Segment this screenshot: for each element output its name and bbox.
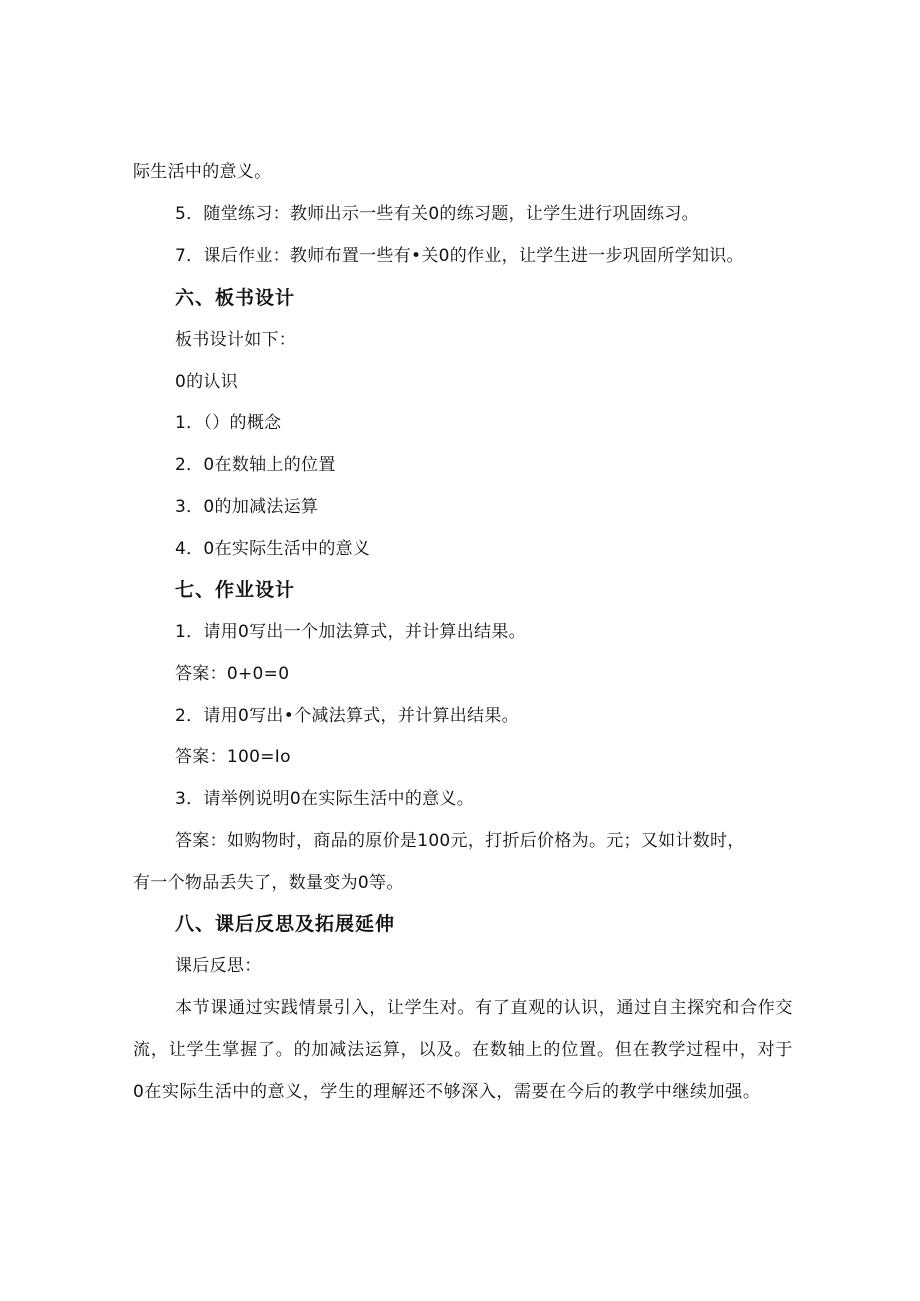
list-item: 5．随堂练习：教师出示一些有关0的练习题，让学生进行巩固练习。 — [175, 204, 699, 224]
answer-line: 有一个物品丢失了，数量变为0等。 — [133, 873, 404, 893]
list-item: 2．请用0写出•个减法算式，并计算出结果。 — [175, 706, 519, 726]
section-heading: 六、板书设计 — [175, 287, 296, 309]
text-line: 0的认识 — [175, 372, 239, 392]
section-heading: 八、课后反思及拓展延伸 — [175, 913, 396, 935]
answer-line: 答案：0+0=0 — [175, 664, 290, 684]
list-item: 3．0的加减法运算 — [175, 497, 319, 517]
answer-line: 答案：如购物时，商品的原价是100元，打折后价格为。元；又如计数时， — [175, 831, 745, 851]
list-item: 7．课后作业：教师布置一些有•关0的作业，让学生进一步巩固所学知识。 — [175, 246, 744, 266]
list-item: 1．（）的概念 — [175, 413, 282, 433]
text-line: 板书设计如下： — [175, 330, 297, 350]
answer-line: 答案：100=Io — [175, 747, 291, 767]
section-heading: 七、作业设计 — [175, 579, 296, 601]
list-item: 2．0在数轴上的位置 — [175, 455, 336, 475]
list-item: 3．请举例说明0在实际生活中的意义。 — [175, 789, 475, 809]
list-item: 4．0在实际生活中的意义 — [175, 539, 371, 559]
text-line: 课后反思： — [175, 956, 262, 976]
reflection-paragraph: 本节课通过实践情景引入，让学生对。有了直观的认识，通过自主探究和合作交流，让学生掌握了。的加减法运算，以及。在数轴上的位置。但在教学过程中，对于0在实际生活中的意义，学生的理解还不够深入，需要在今后的教学中继续加强。 — [133, 998, 793, 1102]
list-item: 1．请用0写出一个加法算式，并计算出结果。 — [175, 622, 526, 642]
text-line: 际生活中的意义。 — [133, 162, 272, 182]
